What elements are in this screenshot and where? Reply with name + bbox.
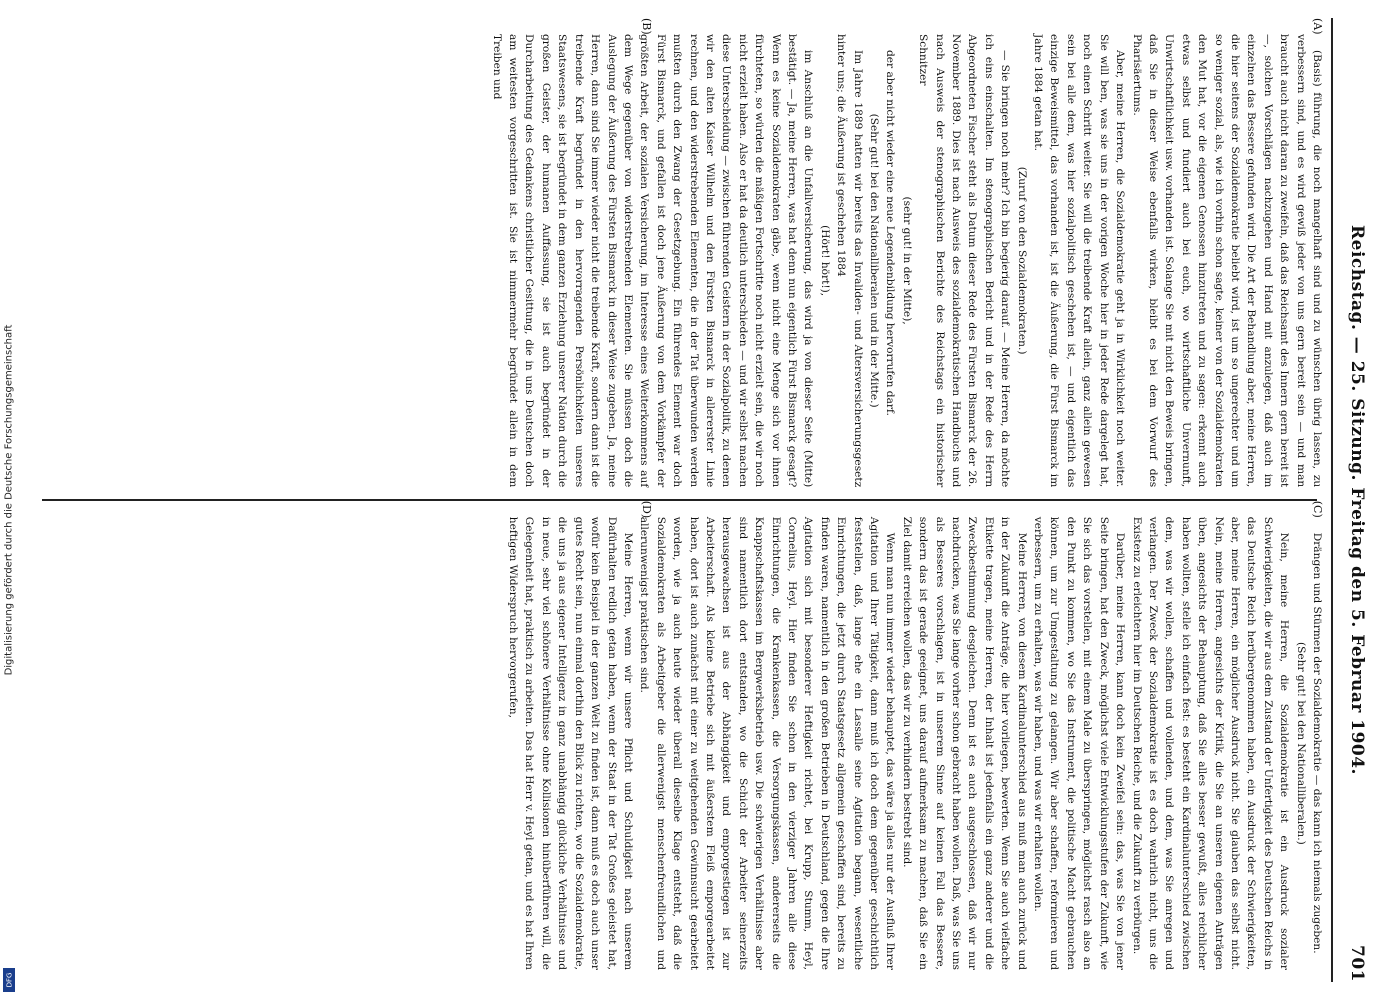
paragraph: Nein, meine Herren, die Sozialdemokratie ist ein Ausdruck sozialer Schwierigkeiten, die wir aus dem Zustand der Unfertigkeit des Deutschen Reichs in das Deutsche Reich herübergenommen haben, ein Ausdruck der Schwierigkeiten, aber, meine Herren, ein möglicher Ausdruck nicht. Sie glauben das selbst nicht. Nein, meine Herren, angesichts der Kritik, die Sie an unseren eigenen Anträgen üben, angesichts der Behauptung, daß Sie alles besser gewußt, alles reichlicher haben wollten, stelle ich einfach fest: es besteht ein Kardinalunterschied zwischen dem, was wir wollen, schaffen und vollenden, und dem, was Sie anregen und verlangen. Der Zweck der Sozialdemokratie ist es doch wahrlich nicht, uns die Existenz zu erleichtern hier im Deutschen Reiche, und die Zukunft zu verbürgen. <box>1130 516 1291 970</box>
paragraph: Im Jahre 1889 hatten wir bereits das Invaliden- und Altersversicherungsgesetz hinter uns; die Äußerung ist geschehen 1884 <box>835 34 864 488</box>
margin-marker-a: (A) <box>1311 18 1324 35</box>
margin-marker-c: (C) <box>1311 500 1324 518</box>
paragraph: — Sie bringen noch mehr? Ich bin begierig darauf. — Meine Herren, da möchte ich eins einschalten. Im stenographischen Bericht und in der Rede des Herrn Abgeordneten Fischer steht als Datum dieser Rede des Fürsten Bismarck der 26. November 1889. Dies ist nach Ausweis des sozialdemokratischen Handbuchs und nach Ausweis der stenographischen Berichte des Reichstags ein historischer Schnitzer <box>917 34 1012 488</box>
dfg-logo <box>3 968 15 992</box>
page-frame <box>20 0 1383 1000</box>
margin-marker-b: (B) <box>639 18 653 35</box>
paragraph: im Anschluß an die Unfallversicherung, das wird ja von dieser Seite (Mitte) bestätigt. — Ja, meine Herren, was hat denn nun eigentlich Fürst Bismarck gesagt? Wenn es keine Sozialdemokraten gäbe, wenn nicht eine Menge sich vor ihnen fürchteten, so würden die mäßigen Fortschritte noch nicht erzielt sein, die wir noch nicht erzielt haben. Also er hat da deutlich unterschieden — und wir selbst machen diese Unterscheidung — zwischen führenden Geistern in der Sozialpolitik, zu denen wir den alten Kaiser Wilhelm und den Fürsten Bismarck in allererster Linie rechnen, und den widerstrebenden Elementen, die in der Tat überwunden werden mußten durch den Zwang der Gesetzgebung. Ein führendes Element war doch Fürst Bismarck, und gefallen ist doch jene Äußerung von dem Vorkämpfer der größten Arbeit, der sozialen Versicherung, im Interesse eines Weiterkommens auf dem Wege gegenüber von widerstrebenden Elementen. Sie müssen doch die Auslegung der Äußerung des Fürsten Bismarck in dieser Weise zugeben. Ja, meine Herren, dann sind Sie immer wieder nicht die treibende Kraft, sondern dann ist die treibende Kraft begründet in den hervorragenden Persönlichkeiten unseres Staatswesens, sie ist begründet in dem ganzen Erziehung unserer Nation durch die großen Geister, der humanen Auffassung, sie ist auch begründet in der Durcharbeitung des Gedankens christlicher Gesittung, die in uns Deutschen doch am weitesten vorgeschritten ist. Sie ist nimmermehr begründet allein in dem Treiben und <box>490 34 815 488</box>
paragraph: Drängen und Stürmen der Sozialdemokratie — das kann ich niemals zugeben. <box>1311 532 1323 954</box>
interjection: (Sehr gut! bei den Nationalliberalen.) <box>1294 641 1307 845</box>
interjection: (Zuruf von den Sozialdemokraten.) <box>1015 166 1028 355</box>
interjection: (Sehr gut! bei den Nationalliberalen und in der Mitte.) <box>868 113 881 408</box>
page-header <box>1331 18 1367 982</box>
dfg-logo-text: DFG <box>5 972 13 988</box>
margin-marker-d: (D) <box>639 500 653 519</box>
paragraph: Aber, meine Herren, die Sozialdemokratie geht ja in Wirklichkeit noch weiter. Sie will ben, was sie uns in der vorigen Woche hier in jeder Rede dargelegt hat, noch einen Schritt weiter. Sie will die treibende Kraft allein, ganz allein gewesen sein bei alle dem, was hier sozialpolitisch geschehen ist, — und eigentlich das einzige Beweismittel, das vorhanden ist, ist die Äußerung, die Fürst Bismarck im Jahre 1884 getan hat. <box>1032 34 1127 488</box>
right-column <box>34 501 1325 982</box>
paragraph: (Basis) führung, die noch mangelhaft sind und zu wünschen übrig lassen, zu verbessern sind, und es wird gewiß jeder von uns gern bereit sein — und man braucht auch nicht daran zu zweifeln, daß das Reichsamt des Innern gern bereit ist —, solchen Vorschlägen nachzugehen und Hand mit anzulegen, daß auch im einzelnen das Bessere gefunden wird. Die Art der Behandlung aber, meine Herren, die hier seitens der Sozialdemokratie beliebt wird, ist um so ungerechter und um so weniger sozial, als, wie ich vorhin schon sagte, keiner von der Sozialdemokraten den Mut hat, vor die eigenen Genossen hinzutreten und zu sagen: erkennt auch etwas selbst und fundiert auch bei euch, wo wirtschaftliche Unvernunft, Unwirtschaftlichkeit usw. vorhanden ist. Solange Sie mit nicht den Beweis bringen, daß Sie in dieser Weise ebenfalls wirken, bleibt es bei dem Vorwurf des Pharisäertums. <box>1130 34 1323 488</box>
paragraph: Wenn man nun immer wieder behauptet, das wäre ja alles nur der Ausfluß Ihrer Agitation und Ihrer Tätigkeit, dann muß ich doch dem gegenüber geschichtlich feststellen, daß, lange ehe ein Lassalle seine Agitation begann, wesentliche Einrichtungen, die jetzt durch Staatsgesetz allgemein geschaffen sind, bereits zu finden waren, namentlich in den großen Betrieben in Deutschland, gegen die Ihre Agitation sich mit besonderer Heftigkeit richtet, bei Krupp, Stumm, Heyl, Cornelius, Heyl. Hier finden Sie schon in den vierziger Jahren alle diese Einrichtungen, die Krankenkassen, die Versorgungskassen, andererseits die Knappschaftskassen im Bergwerksbetrieb usw. Die schwierigen Verhältnisse aber sind namentlich dort entstanden, wo die Schicht der Arbeiter seinerzeits herausgewachsen ist aus der Abhängigkeit und emporgestiegen ist zur Arbeiterschaft. Als kleine Betriebe sich mit äußerstem Fleiß emporgearbeitet haben, dort ist auch zunächst mit einer zu weitgehenden Gewinnsucht gearbeitet worden, wie ja auch heute wieder überall dieselbe Klage entsteht, daß die Sozialdemokraten als Arbeitgeber die allerwenigst menschenfreundlichen und allerunwenigst praktischen sind. <box>638 516 897 970</box>
paragraph: der aber nicht wieder eine neue Legendenbildung hervorrufen darf. <box>884 50 897 416</box>
page-content <box>34 18 1325 982</box>
paragraph: Meine Herren, wenn wir unsere Pflicht und Schuldigkeit nach unserem Dafürhalten redlich getan haben, wenn der Staat in der Tat Großes geleistet hat, wofür kein Beispiel in der ganzen Welt zu finden ist, dann muß es doch auch unser gutes Recht sein, nun einmal dorthin den Blick zu richten, wo die Sozialdemokratie, die uns ja aus eigener Intelligenz in ganz unabhängig glückliche Verhältnisse und in neue, sehr viel schönere Verhältnisse ohne Kollisionen hinüberführen will, die Gelegenheit hat, praktisch zu arbeiten. Das hat Herr v. Heyl getan, und es hat Ihren heftigen Widerspruch hervorgerufen, <box>507 516 634 970</box>
page-title: Reichstag. — 25. Sitzung. Freitag den 5. Februar 1904. <box>1347 225 1367 775</box>
scanned-page <box>20 0 1383 1000</box>
digitization-credit-text: Digitalisierung gefördert durch die Deutsche Forschungsgemeinschaft <box>3 324 15 676</box>
paragraph: Darüber, meine Herren, kann doch kein Zweifel sein: das, was Sie von jener Seite bringen, hat den Zweck, möglichst viele Entwicklungsstufen der Zukunft, wie Sie sich das vorstellen, mit einem Male zu überspringen, möglichst rasch also an den Punkt zu kommen, wo Sie das Instrument, die politische Macht gebrauchen können, um zur Umgestaltung zu gelangen. Wir aber schaffen, reformieren und verbessern, um zu erhalten, was wir haben, und was wir erhalten wollen. <box>1032 516 1127 970</box>
page-number: 701 <box>1347 945 1367 982</box>
interjection: (sehr gut! in der Mitte), <box>900 196 913 325</box>
paragraph: Meine Herren, von diesem Kardinalunterschied aus muß man auch zurück und in der Zukunft die Anträge, die hier vorliegen, bewerten. Wenn Sie auch vielfache Etikette tragen, meine Herren, der Inhalt ist jedenfalls ein ganz anderer und die Zweckbestimmung desgleichen. Denn ist es auch ausgeschlossen, daß wir nur nachdrucken, was Sie lange vorher schon gebracht haben wollen. Daß, was Sie uns als Besseres vorschlagen, ist in unserem Sinne auf keinen Fall das Bessere, sondern das ist gerade geeignet, uns darauf aufmerksam zu machen, daß Sie ein Ziel damit erreichen wollen, das wir zu verhindern bestrebt sind. <box>900 516 1028 970</box>
left-column <box>34 18 1325 499</box>
interjection: (Hört! hört!), <box>818 225 831 297</box>
digitization-credit <box>2 0 16 1000</box>
